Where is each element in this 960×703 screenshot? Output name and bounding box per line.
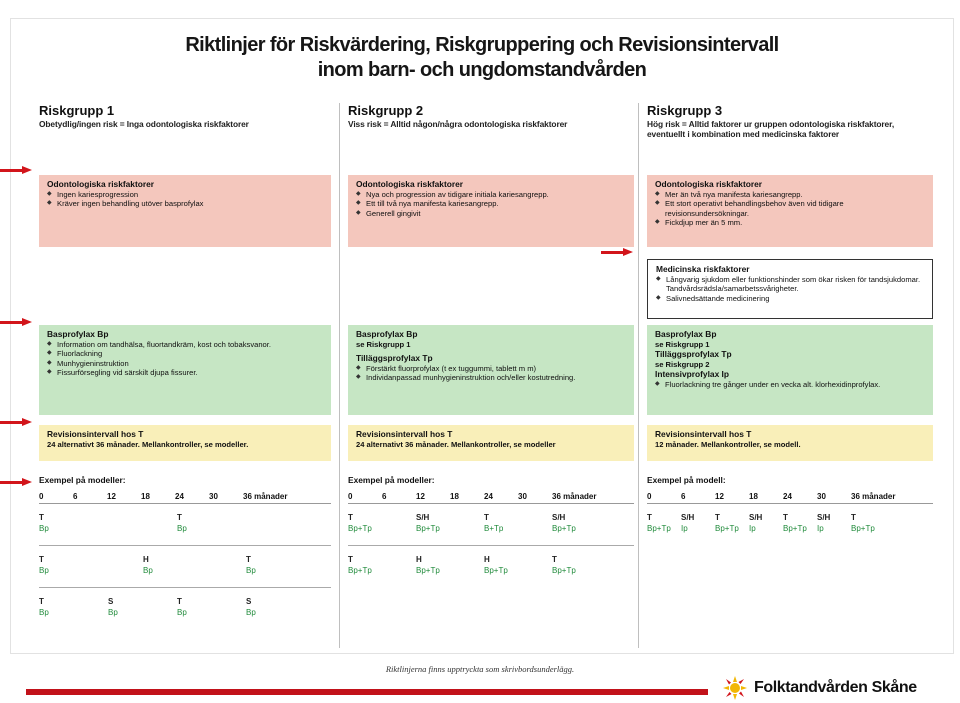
model-visit [552, 512, 576, 534]
prophylaxis-box [39, 325, 331, 415]
riskgroup-2-column [339, 103, 631, 648]
riskgroup-subtitle: Obetydlig/ingen risk = Inga odontologiska riskfaktorer [39, 119, 249, 129]
visit-type: T [348, 555, 353, 564]
model-visit [246, 596, 256, 618]
list-item: ◆ Individanpassad munhygieninstruktion och/eller kostutredning. [356, 373, 626, 383]
guideline-sheet [10, 18, 954, 654]
month-axis [39, 490, 331, 504]
axis-tick-label: 18 [141, 492, 150, 501]
models-heading: Exempel på modeller: [39, 475, 126, 485]
odontological-risk-box [39, 175, 331, 247]
visit-prophylaxis: Bp+Tp [416, 524, 440, 533]
visit-type: S/H [749, 513, 763, 522]
models-heading: Exempel på modeller: [348, 475, 435, 485]
box-heading: Odontologiska riskfaktorer [655, 179, 763, 189]
list-item: ◆ Ingen kariesprogression [47, 190, 323, 200]
model-visit [246, 554, 256, 576]
axis-tick-label: 30 [817, 492, 826, 501]
visit-prophylaxis: Bp [39, 566, 49, 575]
model-visit [817, 512, 830, 534]
visit-prophylaxis: Bp+Tp [552, 566, 576, 575]
axis-tick-label: 24 [783, 492, 792, 501]
visit-type: H [143, 555, 149, 564]
visit-prophylaxis: Bp [39, 524, 49, 533]
box-heading: Revisionsintervall hos T [356, 429, 453, 439]
box-subheading: se Riskgrupp 1 [356, 339, 411, 349]
visit-type: S/H [552, 513, 566, 522]
axis-tick-label: 18 [450, 492, 459, 501]
list-item: ◆ Nya och progression av tidigare initiala kariesangrepp. [356, 190, 626, 200]
visit-type: T [39, 513, 44, 522]
list-item: ◆ Mer än två nya manifesta kariesangrepp. [655, 190, 925, 200]
list-item: ◆ Generell gingivit [356, 209, 626, 219]
visit-type: T [348, 513, 353, 522]
visit-prophylaxis: Ip [749, 524, 756, 533]
box-heading: Odontologiska riskfaktorer [47, 179, 155, 189]
box-subheading: se Riskgrupp 2 [655, 359, 710, 369]
visit-type: S/H [416, 513, 430, 522]
visit-type: S [246, 597, 252, 606]
riskgroup-title: Riskgrupp 1 [39, 103, 115, 118]
visit-prophylaxis: Bp+Tp [647, 524, 671, 533]
visit-type: T [851, 513, 856, 522]
model-row [39, 504, 331, 546]
model-visit [484, 512, 503, 534]
title-line-2: inom barn- och ungdomstandvården [317, 59, 647, 81]
box-heading: Intensivprofylax Ip [655, 369, 729, 380]
visit-prophylaxis: Bp+Tp [715, 524, 739, 533]
box-heading: Tilläggsprofylax Tp [655, 349, 732, 360]
axis-tick-label: 24 [484, 492, 493, 501]
visit-prophylaxis: Bp+Tp [783, 524, 807, 533]
revision-interval-box [647, 425, 933, 461]
revision-interval-box [39, 425, 331, 461]
visit-type: H [416, 555, 422, 564]
model-examples [348, 475, 634, 588]
riskgroup-title: Riskgrupp 2 [348, 103, 424, 118]
riskgroup-subtitle: Viss risk = Alltid någon/några odontologiska riskfaktorer [348, 119, 568, 129]
visit-prophylaxis: Bp [143, 566, 153, 575]
model-visit [749, 512, 762, 534]
medical-risk-box [647, 259, 933, 319]
visit-prophylaxis: Bp+Tp [416, 566, 440, 575]
list-item: ◆ Fickdjup mer än 5 mm. [655, 218, 925, 228]
axis-tick-label: 12 [107, 492, 116, 501]
axis-tick-label: 6 [382, 492, 387, 501]
axis-tick-label: 18 [749, 492, 758, 501]
model-visit [783, 512, 807, 534]
brand-name: Folktandvården Skåne [754, 679, 917, 696]
list-item: ◆ Information om tandhälsa, fluortandkräm, kost och tobaksvanor. [47, 340, 323, 350]
odontological-risk-box [647, 175, 933, 247]
visit-type: T [177, 513, 182, 522]
visit-prophylaxis: Bp [246, 566, 256, 575]
visit-prophylaxis: Bp+Tp [348, 566, 372, 575]
riskgroup-3-column [638, 103, 930, 648]
axis-tick-label: 12 [416, 492, 425, 501]
riskgroup-subtitle: Hög risk = Alltid faktorer ur gruppen odontologiska riskfaktorer, eventuellt i kombination med medicinska faktorer [647, 119, 895, 139]
visit-prophylaxis: Ip [681, 524, 688, 533]
visit-prophylaxis: Bp [108, 608, 118, 617]
title-line-1: Riktlinjer för Riskvärdering, Riskgruppering och Revisionsintervall [185, 34, 779, 56]
footnote: Riktlinjerna finns upptryckta som skrivbordsunderlägg. [385, 664, 575, 674]
revision-text: 24 alternativt 36 månader. Mellankontroller, se modeller. [47, 439, 249, 449]
model-visit [177, 512, 187, 534]
page-title [11, 33, 953, 83]
model-examples [647, 475, 933, 546]
revision-text: 24 alternativt 36 månader. Mellankontroller, se modeller [356, 439, 556, 449]
box-heading: Odontologiska riskfaktorer [356, 179, 464, 189]
prophylaxis-box [647, 325, 933, 415]
list-item: ◆ Salivnedsättande medicinering [656, 294, 924, 304]
visit-prophylaxis: Bp+Tp [851, 524, 875, 533]
axis-tick-label: 0 [647, 492, 652, 501]
visit-type: S [108, 597, 114, 606]
box-heading: Basprofylax Bp [47, 329, 109, 339]
visit-prophylaxis: Bp+Tp [348, 524, 372, 533]
brand-logo [722, 675, 942, 701]
box-heading: Revisionsintervall hos T [47, 429, 144, 439]
visit-prophylaxis: Bp [246, 608, 256, 617]
model-visit [416, 512, 440, 534]
odontological-risk-box [348, 175, 634, 247]
model-visit [552, 554, 576, 576]
pointer-arrow-icon [0, 166, 34, 174]
model-visit [39, 554, 49, 576]
list-item: ◆ Fissurförsegling vid särskilt djupa fissurer. [47, 368, 323, 378]
visit-type: T [246, 555, 251, 564]
model-visit [39, 512, 49, 534]
axis-tick-label: 30 [518, 492, 527, 501]
box-heading: Medicinska riskfaktorer [656, 264, 750, 274]
model-visit [348, 554, 372, 576]
riskgroup-title: Riskgrupp 3 [647, 103, 723, 118]
visit-prophylaxis: Ip [817, 524, 824, 533]
list-item: ◆ Munhygieninstruktion [47, 359, 323, 369]
axis-tick-label: 6 [681, 492, 686, 501]
axis-tick-label: 30 [209, 492, 218, 501]
brand-bar [26, 689, 708, 695]
pointer-arrow-icon [0, 418, 34, 426]
axis-tick-label: 6 [73, 492, 78, 501]
axis-tick-label: 0 [39, 492, 44, 501]
pointer-arrow-icon [0, 478, 34, 486]
list-item: ◆ Kräver ingen behandling utöver basprofylax [47, 199, 323, 209]
model-visit [348, 512, 372, 534]
list-item: ◆ Förstärkt fluorprofylax (t ex tuggummi, tablett m m) [356, 364, 626, 374]
list-item: ◆ Ett stort operativt behandlingsbehov även vid tidigare revisionsundersökningar. [655, 199, 925, 218]
visit-type: T [484, 513, 489, 522]
axis-tick-label: 36 månader [851, 492, 896, 501]
model-row [39, 546, 331, 588]
model-visit [39, 596, 49, 618]
visit-type: S/H [681, 513, 695, 522]
visit-type: T [552, 555, 557, 564]
visit-type: H [484, 555, 490, 564]
visit-type: T [783, 513, 788, 522]
visit-prophylaxis: Bp+Tp [484, 566, 508, 575]
visit-prophylaxis: Bp [39, 608, 49, 617]
model-visit [177, 596, 187, 618]
models-heading: Exempel på modell: [647, 475, 726, 485]
visit-type: T [177, 597, 182, 606]
model-visit [143, 554, 153, 576]
riskgroup-1-column [39, 103, 331, 648]
model-visit [715, 512, 739, 534]
box-heading: Tilläggsprofylax Tp [356, 353, 433, 364]
model-examples [39, 475, 331, 630]
model-row [647, 504, 933, 546]
visit-type: T [39, 597, 44, 606]
visit-prophylaxis: Bp [177, 608, 187, 617]
visit-prophylaxis: Bp [177, 524, 187, 533]
model-row [39, 588, 331, 630]
brand-sun-icon [722, 675, 748, 701]
axis-tick-label: 0 [348, 492, 353, 501]
model-visit [647, 512, 671, 534]
box-heading: Basprofylax Bp [655, 329, 717, 339]
axis-tick-label: 24 [175, 492, 184, 501]
axis-tick-label: 12 [715, 492, 724, 501]
model-row [348, 504, 634, 546]
list-item: ◆ Fluorlackning tre gånger under en vecka alt. klorhexidinprofylax. [655, 380, 925, 390]
month-axis [348, 490, 634, 504]
prophylaxis-box [348, 325, 634, 415]
pointer-arrow-icon [601, 248, 635, 256]
box-heading: Revisionsintervall hos T [655, 429, 752, 439]
model-row [348, 546, 634, 588]
visit-type: T [39, 555, 44, 564]
pointer-arrow-icon [0, 318, 34, 326]
visit-type: T [715, 513, 720, 522]
list-item: ◆ Ett till två nya manifesta kariesangrepp. [356, 199, 626, 209]
axis-tick-label: 36 månader [552, 492, 597, 501]
model-visit [108, 596, 118, 618]
model-visit [851, 512, 875, 534]
revision-text: 12 månader. Mellankontroller, se modell. [655, 439, 801, 449]
model-visit [681, 512, 694, 534]
month-axis [647, 490, 933, 504]
visit-prophylaxis: B+Tp [484, 524, 504, 533]
box-heading: Basprofylax Bp [356, 329, 418, 339]
model-visit [416, 554, 440, 576]
axis-tick-label: 36 månader [243, 492, 288, 501]
visit-type: T [647, 513, 652, 522]
visit-prophylaxis: Bp+Tp [552, 524, 576, 533]
list-item: ◆ Fluorlackning [47, 349, 323, 359]
revision-interval-box [348, 425, 634, 461]
list-item: ◆ Långvarig sjukdom eller funktionshinder som ökar risken för tandsjukdomar. Tandvårdsrädsla/samarbetssvårigheter. [656, 275, 924, 294]
box-subheading: se Riskgrupp 1 [655, 339, 710, 349]
visit-type: S/H [817, 513, 831, 522]
model-visit [484, 554, 508, 576]
